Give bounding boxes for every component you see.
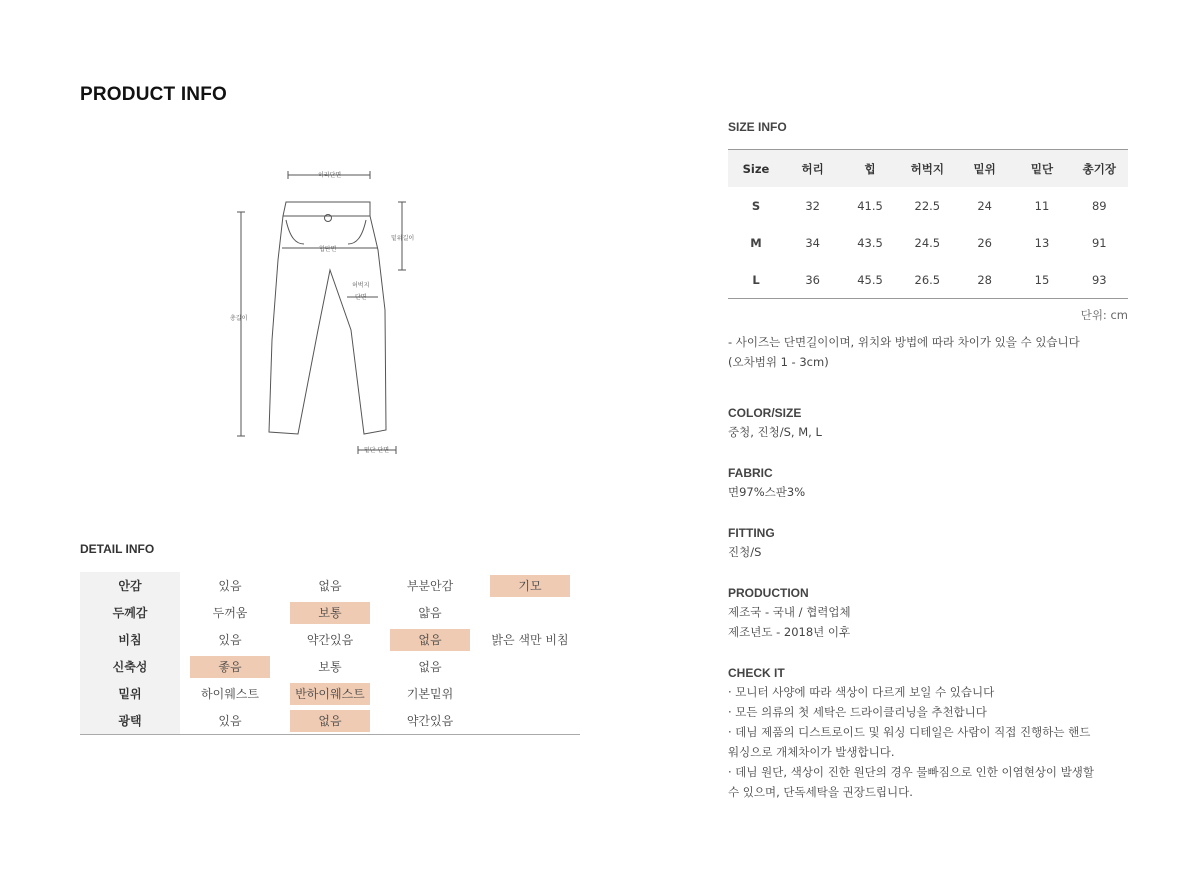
check-it-line: 워싱으로 개체차이가 발생합니다. [728, 745, 895, 759]
size-value: 13 [1034, 235, 1050, 250]
size-label: L [752, 272, 760, 287]
detail-option [280, 653, 380, 680]
detail-row-label: 밑위 [80, 680, 180, 707]
detail-option-label: 좋음 [190, 656, 270, 678]
detail-option-label: 없음 [418, 660, 442, 674]
detail-option [480, 626, 580, 653]
size-value: 91 [1091, 235, 1107, 250]
detail-row [80, 572, 580, 599]
detail-option-selected [280, 599, 380, 626]
detail-option-selected [280, 707, 380, 734]
size-column-header: 힙 [864, 161, 876, 176]
detail-option-label: 기본밑위 [406, 687, 454, 701]
detail-option-label: 기모 [490, 575, 570, 597]
size-value: 24.5 [914, 235, 941, 250]
detail-row-label: 안감 [80, 572, 180, 599]
size-table-header [728, 150, 1128, 187]
size-info-title: SIZE INFO [728, 120, 787, 134]
hip-label: 힙단면 [319, 246, 337, 253]
detail-option-selected [380, 626, 480, 653]
detail-row-label: 두께감 [80, 599, 180, 626]
detail-option [380, 572, 480, 599]
detail-option-label: 없음 [318, 579, 342, 593]
thigh-label: 허벅지 [352, 282, 370, 289]
detail-option [180, 680, 280, 707]
detail-row [80, 626, 580, 653]
size-value: 34 [805, 235, 820, 250]
size-value: 89 [1091, 198, 1107, 213]
detail-option-label: 두꺼움 [212, 606, 248, 620]
size-info-table [728, 149, 1128, 299]
size-note-line-1: - 사이즈는 단면길이이며, 위치와 방법에 따라 차이가 있을 수 있습니다 [728, 335, 1080, 349]
size-value: 28 [977, 272, 992, 287]
detail-option-label [490, 656, 570, 678]
check-it-line: · 데님 제품의 디스트로이드 및 워싱 디테일은 사람이 직접 진행하는 핸드 [728, 725, 1091, 739]
size-value: 43.5 [857, 235, 883, 250]
production-line-2: 제조년도 - 2018년 이후 [728, 625, 851, 639]
detail-option-label: 없음 [390, 629, 470, 651]
detail-option-label: 있음 [218, 579, 242, 593]
size-value: 45.5 [857, 272, 883, 287]
color-size-value: 중청, 진청/S, M, L [728, 425, 822, 439]
detail-option-label: 하이웨스트 [201, 687, 259, 701]
size-column-header: Size [742, 161, 770, 176]
detail-option [480, 653, 580, 680]
size-table-row [728, 224, 1128, 261]
check-it-title: CHECK IT [728, 666, 785, 680]
fitting-title: FITTING [728, 526, 775, 540]
detail-row [80, 653, 580, 680]
production-line-1: 제조국 - 국내 / 협력업체 [728, 605, 851, 619]
production-title: PRODUCTION [728, 586, 809, 600]
size-table-row [728, 261, 1128, 298]
waist-label: 허리단면 [318, 172, 342, 179]
detail-option-label: 보통 [290, 602, 370, 624]
size-column-header: 허벅지 [910, 161, 944, 176]
size-value: 26 [977, 235, 992, 250]
detail-row-label: 광택 [80, 707, 180, 734]
detail-option [180, 626, 280, 653]
detail-option-label: 약간있음 [406, 714, 454, 728]
detail-info-table [80, 572, 580, 735]
detail-option-label: 없음 [290, 710, 370, 732]
detail-info-title: DETAIL INFO [80, 542, 155, 556]
size-column-header: 허리 [801, 161, 824, 176]
detail-row [80, 599, 580, 626]
detail-option-label [490, 683, 570, 705]
detail-option-selected [180, 653, 280, 680]
size-unit: 단위: cm [1080, 308, 1128, 322]
size-value: 26.5 [914, 272, 941, 287]
detail-option-label: 부분안감 [406, 579, 454, 593]
size-value: 41.5 [857, 198, 883, 213]
pants-illustration [220, 160, 420, 470]
size-value: 15 [1034, 272, 1050, 287]
size-value: 22.5 [914, 198, 941, 213]
size-table-row [728, 187, 1128, 224]
detail-row-label: 비침 [80, 626, 180, 653]
detail-option-label [490, 602, 570, 624]
size-label: S [751, 198, 761, 213]
size-value: 36 [805, 272, 820, 287]
size-label: M [750, 235, 762, 250]
detail-row [80, 707, 580, 734]
detail-option [480, 680, 580, 707]
detail-option [280, 572, 380, 599]
detail-option-label: 있음 [218, 714, 242, 728]
detail-option-selected [280, 680, 380, 707]
detail-option-label: 있음 [218, 633, 242, 647]
detail-option-label: 약간있음 [306, 633, 354, 647]
detail-row-label: 신축성 [80, 653, 180, 680]
size-column-header: 밑단 [1030, 161, 1054, 176]
size-column-header: 총기장 [1082, 161, 1116, 176]
detail-option-label: 반하이웨스트 [290, 683, 370, 705]
fabric-value: 면97%스판3% [728, 485, 806, 499]
detail-option [180, 572, 280, 599]
detail-option-selected [480, 572, 580, 599]
check-it-line: · 모니터 사양에 따라 색상이 다르게 보일 수 있습니다 [728, 685, 995, 699]
rise-label: 밑위길이 [391, 235, 415, 242]
detail-option [180, 599, 280, 626]
fabric-title: FABRIC [728, 466, 773, 480]
detail-option [380, 707, 480, 734]
detail-option-label: 얇음 [418, 606, 442, 620]
size-value: 11 [1034, 198, 1050, 213]
detail-option [380, 680, 480, 707]
page-title: PRODUCT INFO [80, 84, 228, 105]
detail-option-label [490, 710, 570, 732]
thigh-label-2: 단면 [355, 294, 367, 301]
check-it-line: · 데님 원단, 색상이 진한 원단의 경우 물빠짐으로 인한 이염현상이 발생할 [728, 765, 1095, 779]
detail-option-label: 보통 [318, 660, 342, 674]
size-value: 24 [977, 198, 992, 213]
detail-option [380, 599, 480, 626]
detail-option [180, 707, 280, 734]
detail-row [80, 680, 580, 707]
detail-option [480, 707, 580, 734]
detail-option [280, 626, 380, 653]
check-it-line: 수 있으며, 단독세탁을 권장드립니다. [728, 785, 913, 799]
hem-label: 밑단 단면 [364, 447, 390, 454]
length-label: 총길이 [230, 315, 248, 322]
color-size-title: COLOR/SIZE [728, 406, 802, 420]
detail-option [380, 653, 480, 680]
size-column-header: 밑위 [973, 161, 996, 176]
size-value: 32 [805, 198, 820, 213]
detail-option-label: 밝은 색만 비침 [491, 633, 569, 647]
pants-measurement-diagram [220, 160, 420, 470]
size-value: 93 [1091, 272, 1107, 287]
check-it-line: · 모든 의류의 첫 세탁은 드라이클리닝을 추천합니다 [728, 705, 987, 719]
detail-option [480, 599, 580, 626]
size-note-line-2: (오차범위 1 - 3cm) [728, 355, 829, 369]
fitting-value: 진청/S [728, 545, 762, 559]
